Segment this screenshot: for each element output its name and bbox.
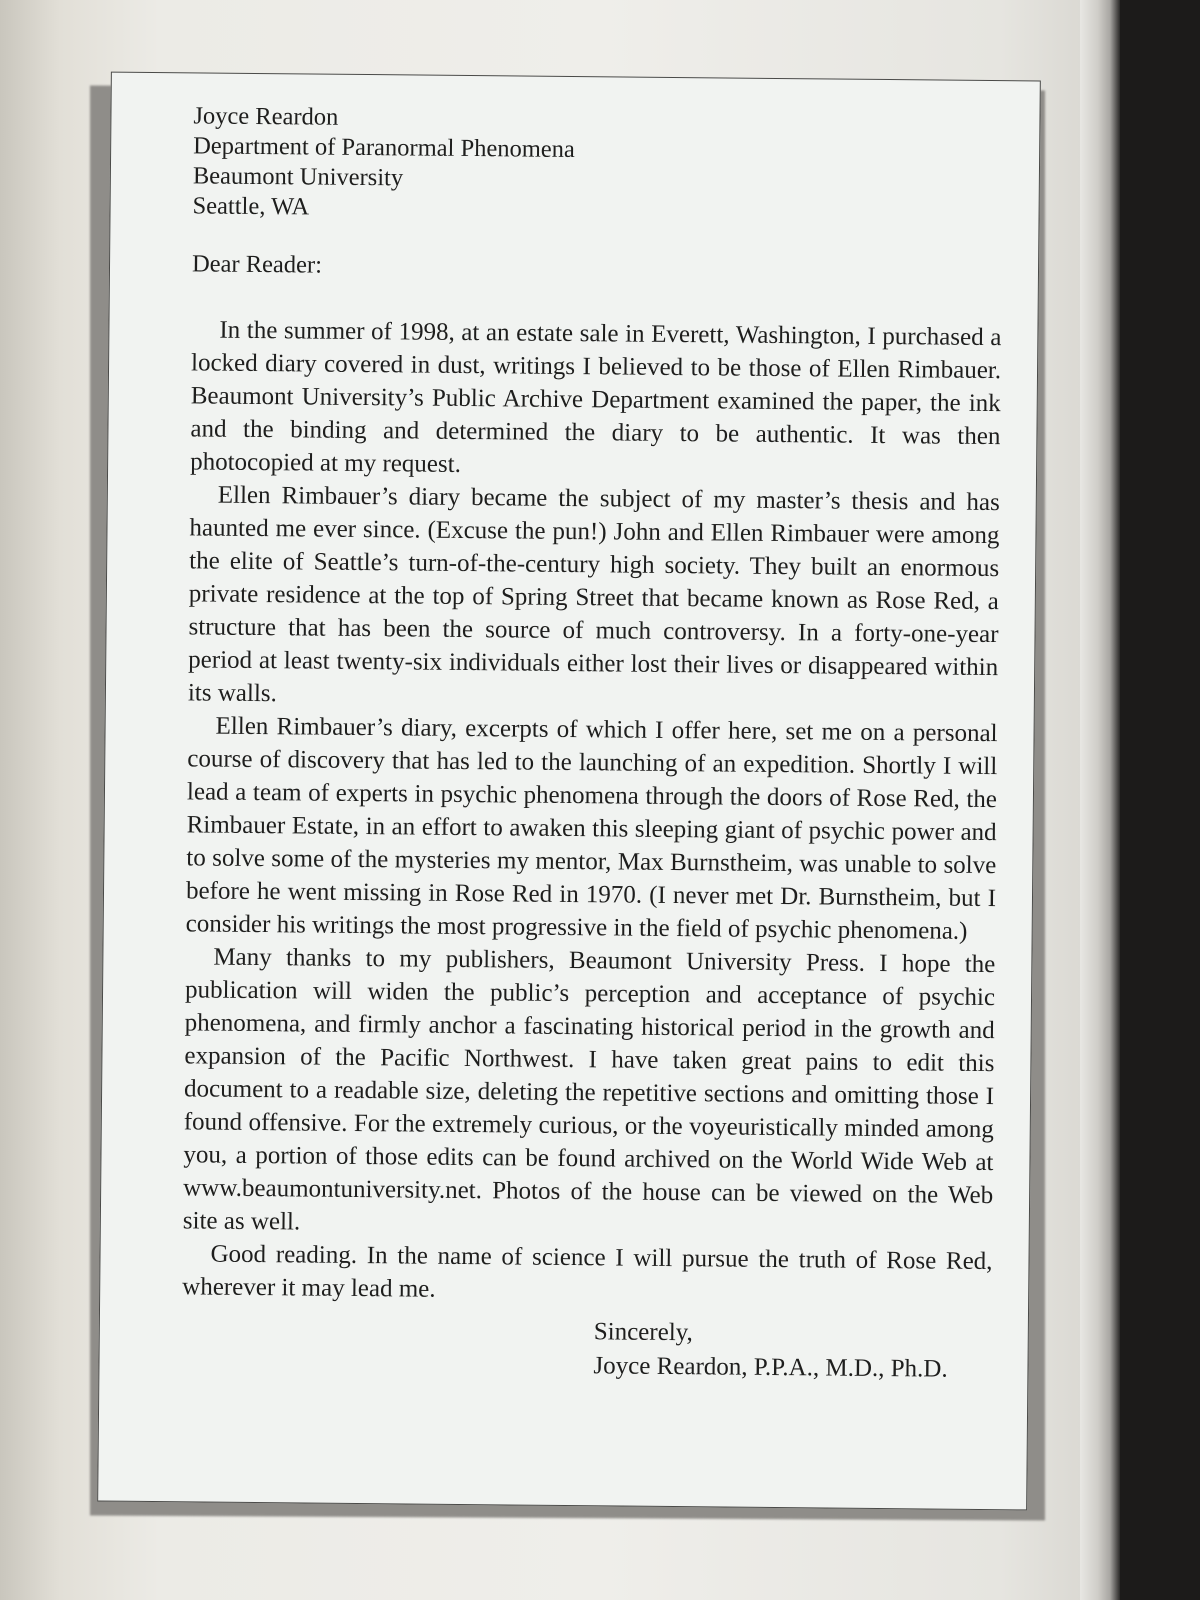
letter-body [182, 313, 1001, 1311]
paragraph-2: Ellen Rimbauer’s diary became the subject of my master’s thesis and has haunted me ever since. (Excuse the pun!) John and Ellen Rimbauer were among the elite of Seattle’s turn-of-the-century high society. They built an enormous private residence at the top of Spring Street that became known as Rose Red, a structure that has been the source of much controversy. In a forty-one-year period at least twenty-six individuals either lost their lives or disappeared within its walls. [187, 481, 1000, 708]
greeting: Dear Reader: [191, 250, 323, 279]
sender-university: Beaumont University [192, 162, 404, 192]
paragraph-3: Ellen Rimbauer’s diary, excerpts of which I offer here, set me on a personal course of discovery that has led to the launching of an expedition. Shortly I will lead a team of experts in psychic phenomena through the doors of Rose Red, the Rimbauer Estate, in an effort to awaken this sleeping giant of psychic power and to solve some of the mysteries my mentor, Max Burnstheim, was unable to solve before he went missing in Rose Red in 1970. (I never met Dr. Burnstheim, but I consider his writings the most progressive in the field of psychic phenomena.) [185, 712, 998, 945]
sender-department: Department of Paranormal Phenomena [193, 132, 575, 164]
paragraph-4: Many thanks to my publishers, Beaumont University Press. I hope the publication will widen the public’s perception and acceptance of psychic phenomena, and firmly anchor a fascinating historical period in the growth and expansion of the Pacific Northwest. I have taken great pains to edit this document to a readable size, deleting the repetitive sections and omitting those I found offensive. For the extremely curious, or the voyeuristically minded among you, a portion of those edits can be found archived on the World Wide Web at www.beaumontuniversity.net. Photos of the house can be viewed on the Web site as well. [182, 943, 996, 1236]
sender-address [192, 101, 1003, 229]
book-edge [1080, 0, 1120, 1600]
signature: Joyce Reardon, P.P.A., M.D., Ph.D. [593, 1352, 948, 1383]
signoff [593, 1315, 992, 1387]
paragraph-1: In the summer of 1998, at an estate sale in Everett, Washington, I purchased a locked diary covered in dust, writings I believed to be those of Ellen Rimbauer. Beaumont University’s Public Archive Department examined the paper, the ink and the binding and determined the diary to be authentic. It was then photocopied at my request. [190, 316, 1002, 478]
closing: Sincerely, [593, 1318, 693, 1347]
letter-content [181, 101, 1003, 1387]
paragraph-5: Good reading. In the name of science I will pursue the truth of Rose Red, wherever it may lead me. [182, 1240, 993, 1303]
sender-name: Joyce Reardon [193, 102, 339, 131]
letter-frame [97, 72, 1041, 1511]
sender-city: Seattle, WA [192, 192, 310, 221]
